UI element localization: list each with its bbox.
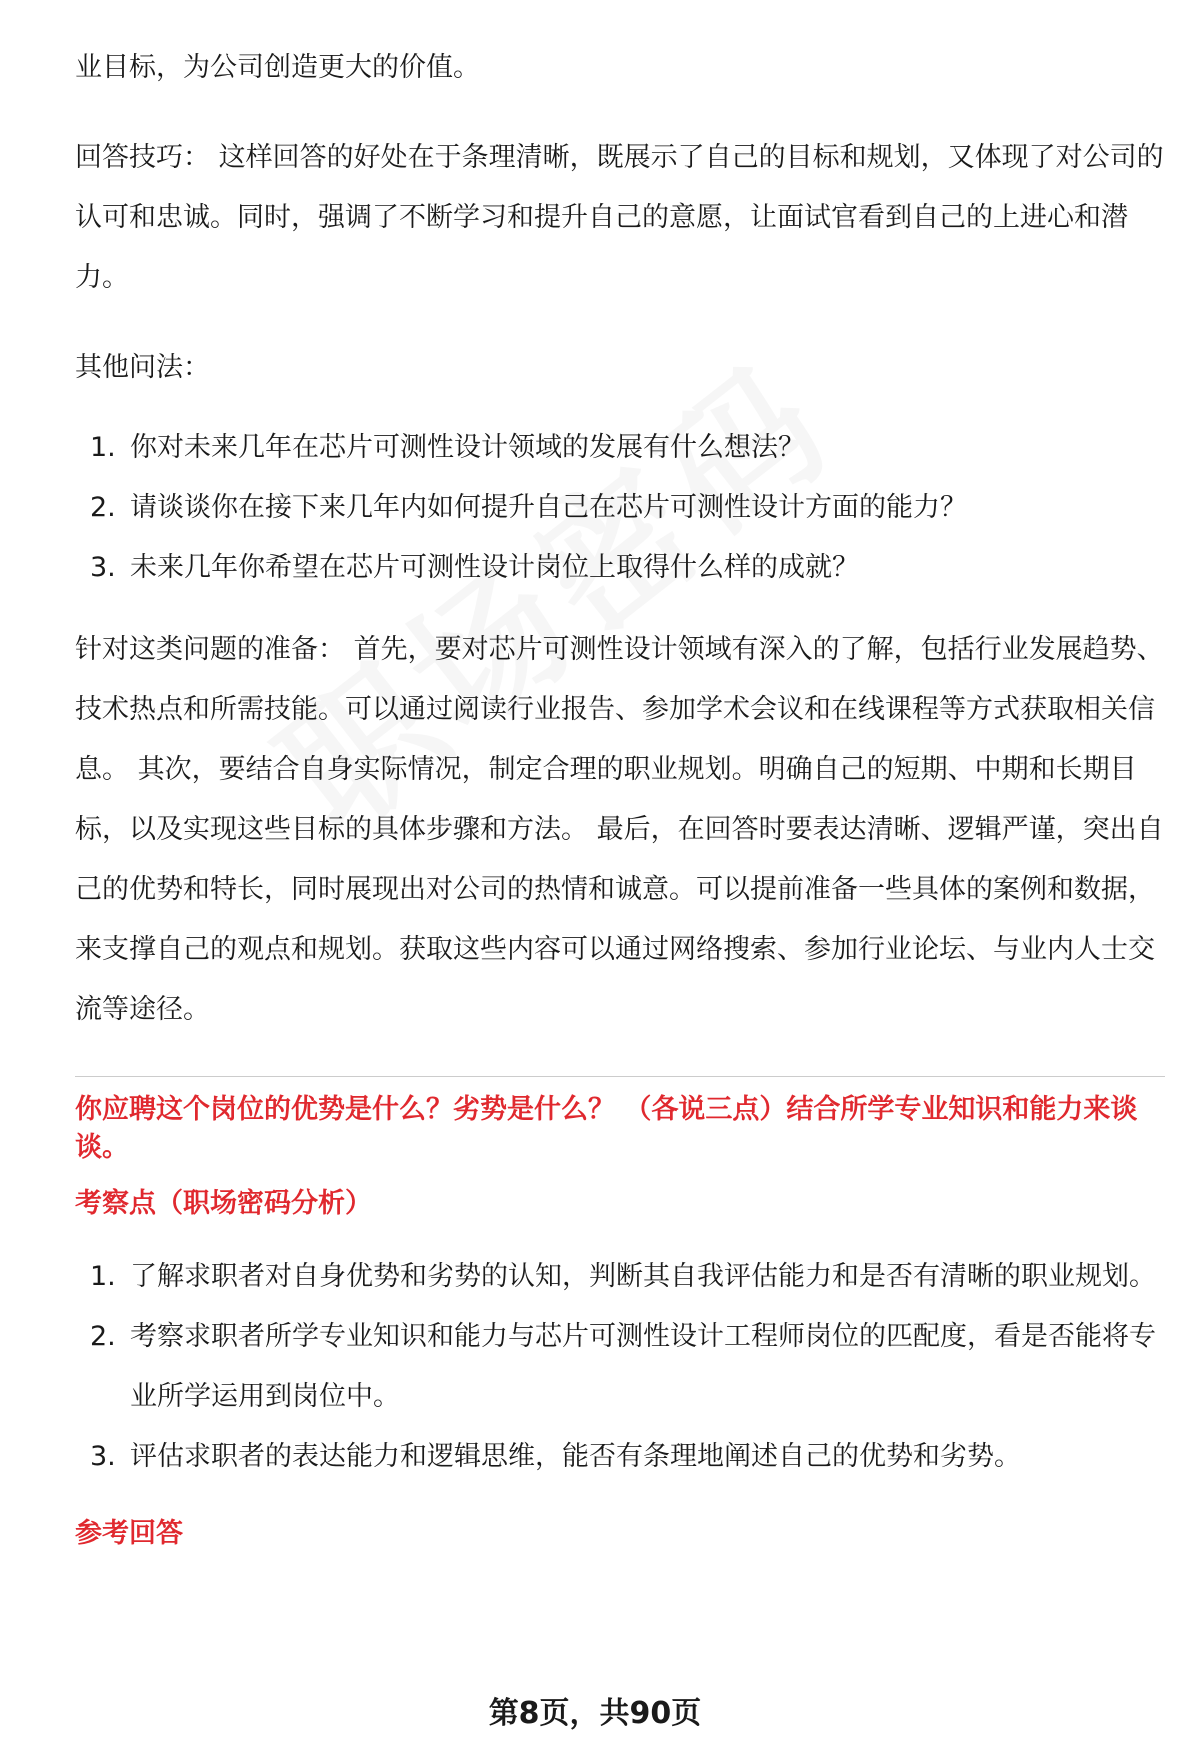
intro-line: 业目标，为公司创造更大的价值。: [75, 52, 480, 83]
list-text: 考察求职者所学专业知识和能力与芯片可测性设计工程师岗位的匹配度，看是否能将专业所学运用到岗位中。: [130, 1321, 1156, 1412]
list-number: 3.: [90, 552, 116, 583]
list-number: 2.: [90, 1321, 116, 1352]
list-number: 3.: [90, 1441, 116, 1472]
reference-label: 参考回答: [75, 1518, 183, 1549]
other-asks-label: 其他问法：: [75, 352, 210, 383]
list-number: 1.: [90, 432, 116, 463]
list-text: 了解求职者对自身优势和劣势的认知，判断其自我评估能力和是否有清晰的职业规划。: [130, 1261, 1156, 1292]
list-number: 2.: [90, 492, 116, 523]
list-item: [75, 1307, 1165, 1427]
list-text: 你对未来几年在芯片可测性设计领域的发展有什么想法？: [130, 432, 805, 463]
assess-points-list: [75, 1247, 1165, 1487]
prep-paragraph: 针对这类问题的准备： 首先，要对芯片可测性设计领域有深入的了解，包括行业发展趋势、技术热点和所需技能。可以通过阅读行业报告、参加学术会议和在线课程等方式获取相关信息。 其次，要结合自身实际情况，制定合理的职业规划。明确自己的短期、中期和长期目标，以及实现这些目标的具体步骤和方法。 最后，在回答时要表达清晰、逻辑严谨，突出自己的优势和特长，同时展现出对公司的热情和诚意。可以提前准备一些具体的案例和数据，来支撑自己的观点和规划。获取这些内容可以通过网络搜索、参加行业论坛、与业内人士交流等途径。: [75, 634, 1164, 1025]
page-content: [75, 38, 1165, 1553]
list-text: 未来几年你希望在芯片可测性设计岗位上取得什么样的成就？: [130, 552, 859, 583]
tips-paragraph: 回答技巧： 这样回答的好处在于条理清晰，既展示了自己的目标和规划，又体现了对公司的认可和忠诚。同时，强调了不断学习和提升自己的意愿，让面试官看到自己的上进心和潜力。: [75, 142, 1164, 293]
list-item: [75, 478, 1165, 538]
list-item: [75, 538, 1165, 598]
question-title: 你应聘这个岗位的优势是什么？劣势是什么？ （各说三点）结合所学专业知识和能力来谈谈。: [75, 1094, 1138, 1163]
page-footer: 第8页，共90页: [488, 1696, 702, 1731]
other-asks-list: [75, 418, 1165, 598]
list-text: 请谈谈你在接下来几年内如何提升自己在芯片可测性设计方面的能力？: [130, 492, 967, 523]
list-item: [75, 1247, 1165, 1307]
list-text: 评估求职者的表达能力和逻辑思维，能否有条理地阐述自己的优势和劣势。: [130, 1441, 1021, 1472]
list-number: 1.: [90, 1261, 116, 1292]
list-item: [75, 1427, 1165, 1487]
list-item: [75, 418, 1165, 478]
assess-label: 考察点（职场密码分析）: [75, 1188, 372, 1219]
